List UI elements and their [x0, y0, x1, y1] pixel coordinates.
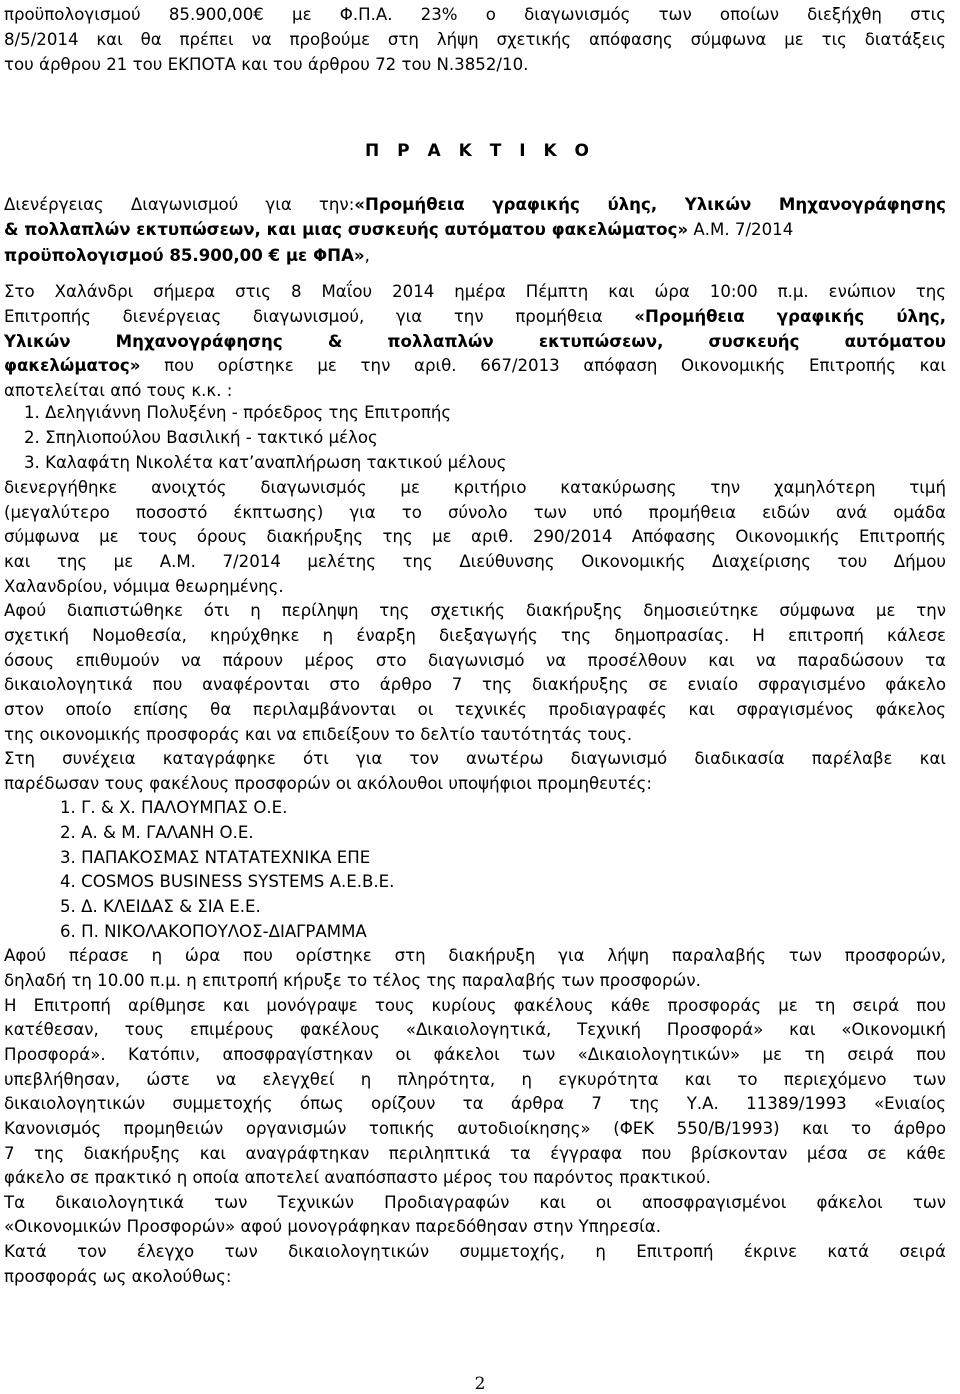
body1-line-9: δικαιολογητικά που αναφέρονται στο άρθρο 7 της διακήρυξης σε ενιαίο σφραγισμένο φάκελο — [4, 675, 946, 694]
body1-line-10: στον οποίο επίσης θα περιλαμβάνονται οι τεχνικές προδιαγραφές και σφραγισμένος φάκελος — [4, 700, 946, 719]
opening-line-3: Υλικών Μηχανογράφησης & πολλαπλών εκτυπώσεων, συσκευής αυτόματου — [4, 332, 946, 351]
opening-line-1: Στο Χαλάνδρι σήμερα στις 8 Μαΐου 2014 ημέρα Πέμπτη και ώρα 10:00 π.μ. ενώπιον της — [4, 282, 946, 301]
heading-bold-2: & πολλαπλών εκτυπώσεων, και μιας συσκευής αυτόματου φακελώματος» — [4, 220, 689, 239]
bidder-5: 5. Δ. ΚΛΕΙΔΑΣ & ΣΙΑ Ε.Ε. — [60, 897, 261, 916]
body2-line-6: υπεβλήθησαν, ώστε να ελεγχθεί η πληρότητα, η εγκυρότητα και το περιεχόμενο των — [4, 1070, 946, 1089]
body1-line-2: (μεγαλύτερο ποσοστό έκπτωσης) για το σύνολο των υπό προμήθεια ειδών ανά ομάδα — [4, 503, 946, 522]
body2-line-1: Αφού πέρασε η ώρα που ορίστηκε στη διακήρυξη για λήψη παραλαβής των προσφορών, — [4, 946, 946, 965]
body2-line-8: Κανονισμός προμηθειών οργανισμών τοπικής αυτοδιοίκησης» (ΦΕΚ 550/Β/1993) και το άρθρο — [4, 1119, 946, 1138]
body1-line-3: σύμφωνα με τους όρους διακήρυξης της με αριθ. 290/2014 Απόφασης Οικονομικής Επιτροπής — [4, 527, 946, 546]
opening-plain-2: Επιτροπής διενέργειας διαγωνισμού, για την προμήθεια — [4, 307, 635, 326]
body2-line-13: Κατά τον έλεγχο των δικαιολογητικών συμμετοχής, η Επιτροπή έκρινε κατά σειρά — [4, 1242, 946, 1261]
opening-plain-4: που ορίστηκε με την αριθ. 667/2013 απόφαση Οικονομικής Επιτροπής και — [140, 356, 946, 375]
heading-plain-1: Διενέργειας Διαγωνισμού για την: — [4, 195, 355, 214]
bidder-2: 2. Α. & Μ. ΓΑΛΑΝΗ Ο.Ε. — [60, 823, 254, 842]
heading-line-2 — [4, 219, 793, 241]
document-title: Π Ρ Α Κ Τ Ι Κ Ο — [365, 141, 595, 161]
page-number: 2 — [474, 1374, 486, 1394]
heading-plain-3: , — [364, 246, 370, 265]
body1-line-6: Αφού διαπιστώθηκε ότι η περίληψη της σχετικής διακήρυξης δημοσιεύτηκε σύμφωνα με την — [4, 601, 946, 620]
body1-line-8: όσους επιθυμούν να πάρουν μέρος στο διαγωνισμό να προσέλθουν και να παραδώσουν τα — [4, 651, 946, 670]
body2-line-12: «Οικονομικών Προσφορών» αφού μονογράφηκαν παρεδόθησαν στην Υπηρεσία. — [4, 1217, 662, 1236]
heading-line-3 — [4, 245, 370, 267]
body2-line-14: προσφοράς ως ακολούθως: — [4, 1267, 232, 1286]
heading-bold-3: προϋπολογισμού 85.900,00 € με ΦΠΑ» — [4, 246, 365, 265]
intro-line-3: του άρθρου 21 του ΕΚΠΟΤΑ και του άρθρου 72 του Ν.3852/10. — [4, 55, 529, 74]
opening-line-2 — [4, 306, 946, 328]
body1-line-1: διενεργήθηκε ανοιχτός διαγωνισμός με κριτήριο κατακύρωσης την χαμηλότερη τιμή — [4, 478, 946, 497]
body1-line-5: Χαλανδρίου, νόμιμα θεωρημένης. — [4, 577, 284, 596]
body1-line-4: και της με Α.Μ. 7/2014 μελέτης της Διεύθυνσης Οικονομικής Διαχείρισης του Δήμου — [4, 552, 946, 571]
body2-line-9: 7 της διακήρυξης και αναγράφτηκαν περιληπτικά τα έγγραφα που βρίσκονταν μέσα σε κάθε — [4, 1144, 946, 1163]
body2-line-4: κατέθεσαν, τους επιμέρους φακέλους «Δικαιολογητικά, Τεχνική Προσφορά» και «Οικονομική — [4, 1020, 946, 1039]
body2-line-5: Προσφορά». Κατόπιν, αποσφραγίστηκαν οι φάκελοι των «Δικαιολογητικών» με τη σειρά που — [4, 1045, 946, 1064]
body2-line-7: δικαιολογητικών συμμετοχής όπως ορίζουν τα άρθρα 7 της Υ.Α. 11389/1993 «Ενιαίος — [4, 1094, 946, 1113]
heading-plain-2: Α.Μ. 7/2014 — [688, 220, 794, 239]
bidder-4: 4. COSMOS BUSINESS SYSTEMS Α.Ε.Β.Ε. — [60, 872, 395, 891]
body1-line-12: Στη συνέχεια καταγράφηκε ότι για τον ανωτέρω διαγωνισμό διαδικασία παρέλαβε και — [4, 749, 946, 768]
body2-line-2: δηλαδή τη 10.00 π.μ. η επιτροπή κήρυξε το τέλος της παραλαβής των προσφορών. — [4, 971, 701, 990]
body1-line-7: σχετική Νομοθεσία, κηρύχθηκε η έναρξη διεξαγωγής της δημοπρασίας. Η επιτροπή κάλεσε — [4, 626, 946, 645]
bidder-1: 1. Γ. & Χ. ΠΑΛΟΥΜΠΑΣ Ο.Ε. — [60, 798, 288, 817]
intro-line-1: προϋπολογισμού 85.900,00€ με Φ.Π.Α. 23% ο διαγωνισμός των οποίων διεξήχθη στις — [4, 5, 946, 24]
opening-line-5: αποτελείται από τους κ.κ. : — [4, 381, 233, 400]
body2-line-10: φάκελο σε πρακτικό η οποία αποτελεί αναπόσπαστο μέρος του παρόντος πρακτικού. — [4, 1168, 711, 1187]
opening-bold-4: φακελώματος» — [4, 356, 141, 375]
heading-line-1 — [4, 194, 946, 216]
heading-bold-1: «Προμήθεια γραφικής ύλης, Υλικών Μηχανογράφησης — [354, 195, 946, 214]
opening-bold-2: «Προμήθεια γραφικής ύλης, — [634, 307, 947, 326]
committee-member-1: 1. Δεληγιάννη Πολυξένη - πρόεδρος της Επιτροπής — [24, 403, 452, 422]
body1-line-13: παρέδωσαν τους φακέλους προσφορών οι ακόλουθοι υποψήφιοι προμηθευτές: — [4, 774, 652, 793]
committee-member-3: 3. Καλαφάτη Νικολέτα κατ’αναπλήρωση τακτικού μέλους — [24, 453, 507, 472]
opening-line-4 — [4, 355, 946, 377]
bidder-3: 3. ΠΑΠΑΚΟΣΜΑΣ ΝΤΑΤΑΤΕΧΝΙΚΑ ΕΠΕ — [60, 848, 371, 867]
body2-line-3: Η Επιτροπή αρίθμησε και μονόγραψε τους κυρίους φακέλους κάθε προσφοράς με τη σειρά που — [4, 996, 946, 1015]
committee-member-2: 2. Σπηλιοπούλου Βασιλική - τακτικό μέλος — [24, 428, 378, 447]
intro-line-2: 8/5/2014 και θα πρέπει να προβούμε στη λήψη σχετικής απόφασης σύμφωνα με τις διατάξεις — [4, 30, 946, 49]
body2-line-11: Τα δικαιολογητικά των Τεχνικών Προδιαγραφών και οι αποσφραγισμένοι φάκελοι των — [4, 1193, 946, 1212]
bidder-6: 6. Π. ΝΙΚΟΛΑΚΟΠΟΥΛΟΣ-ΔΙΑΓΡΑΜΜΑ — [60, 922, 367, 941]
body1-line-11: της οικονομικής προσφοράς και να επιδείξουν το δελτίο ταυτότητάς τους. — [4, 725, 633, 744]
